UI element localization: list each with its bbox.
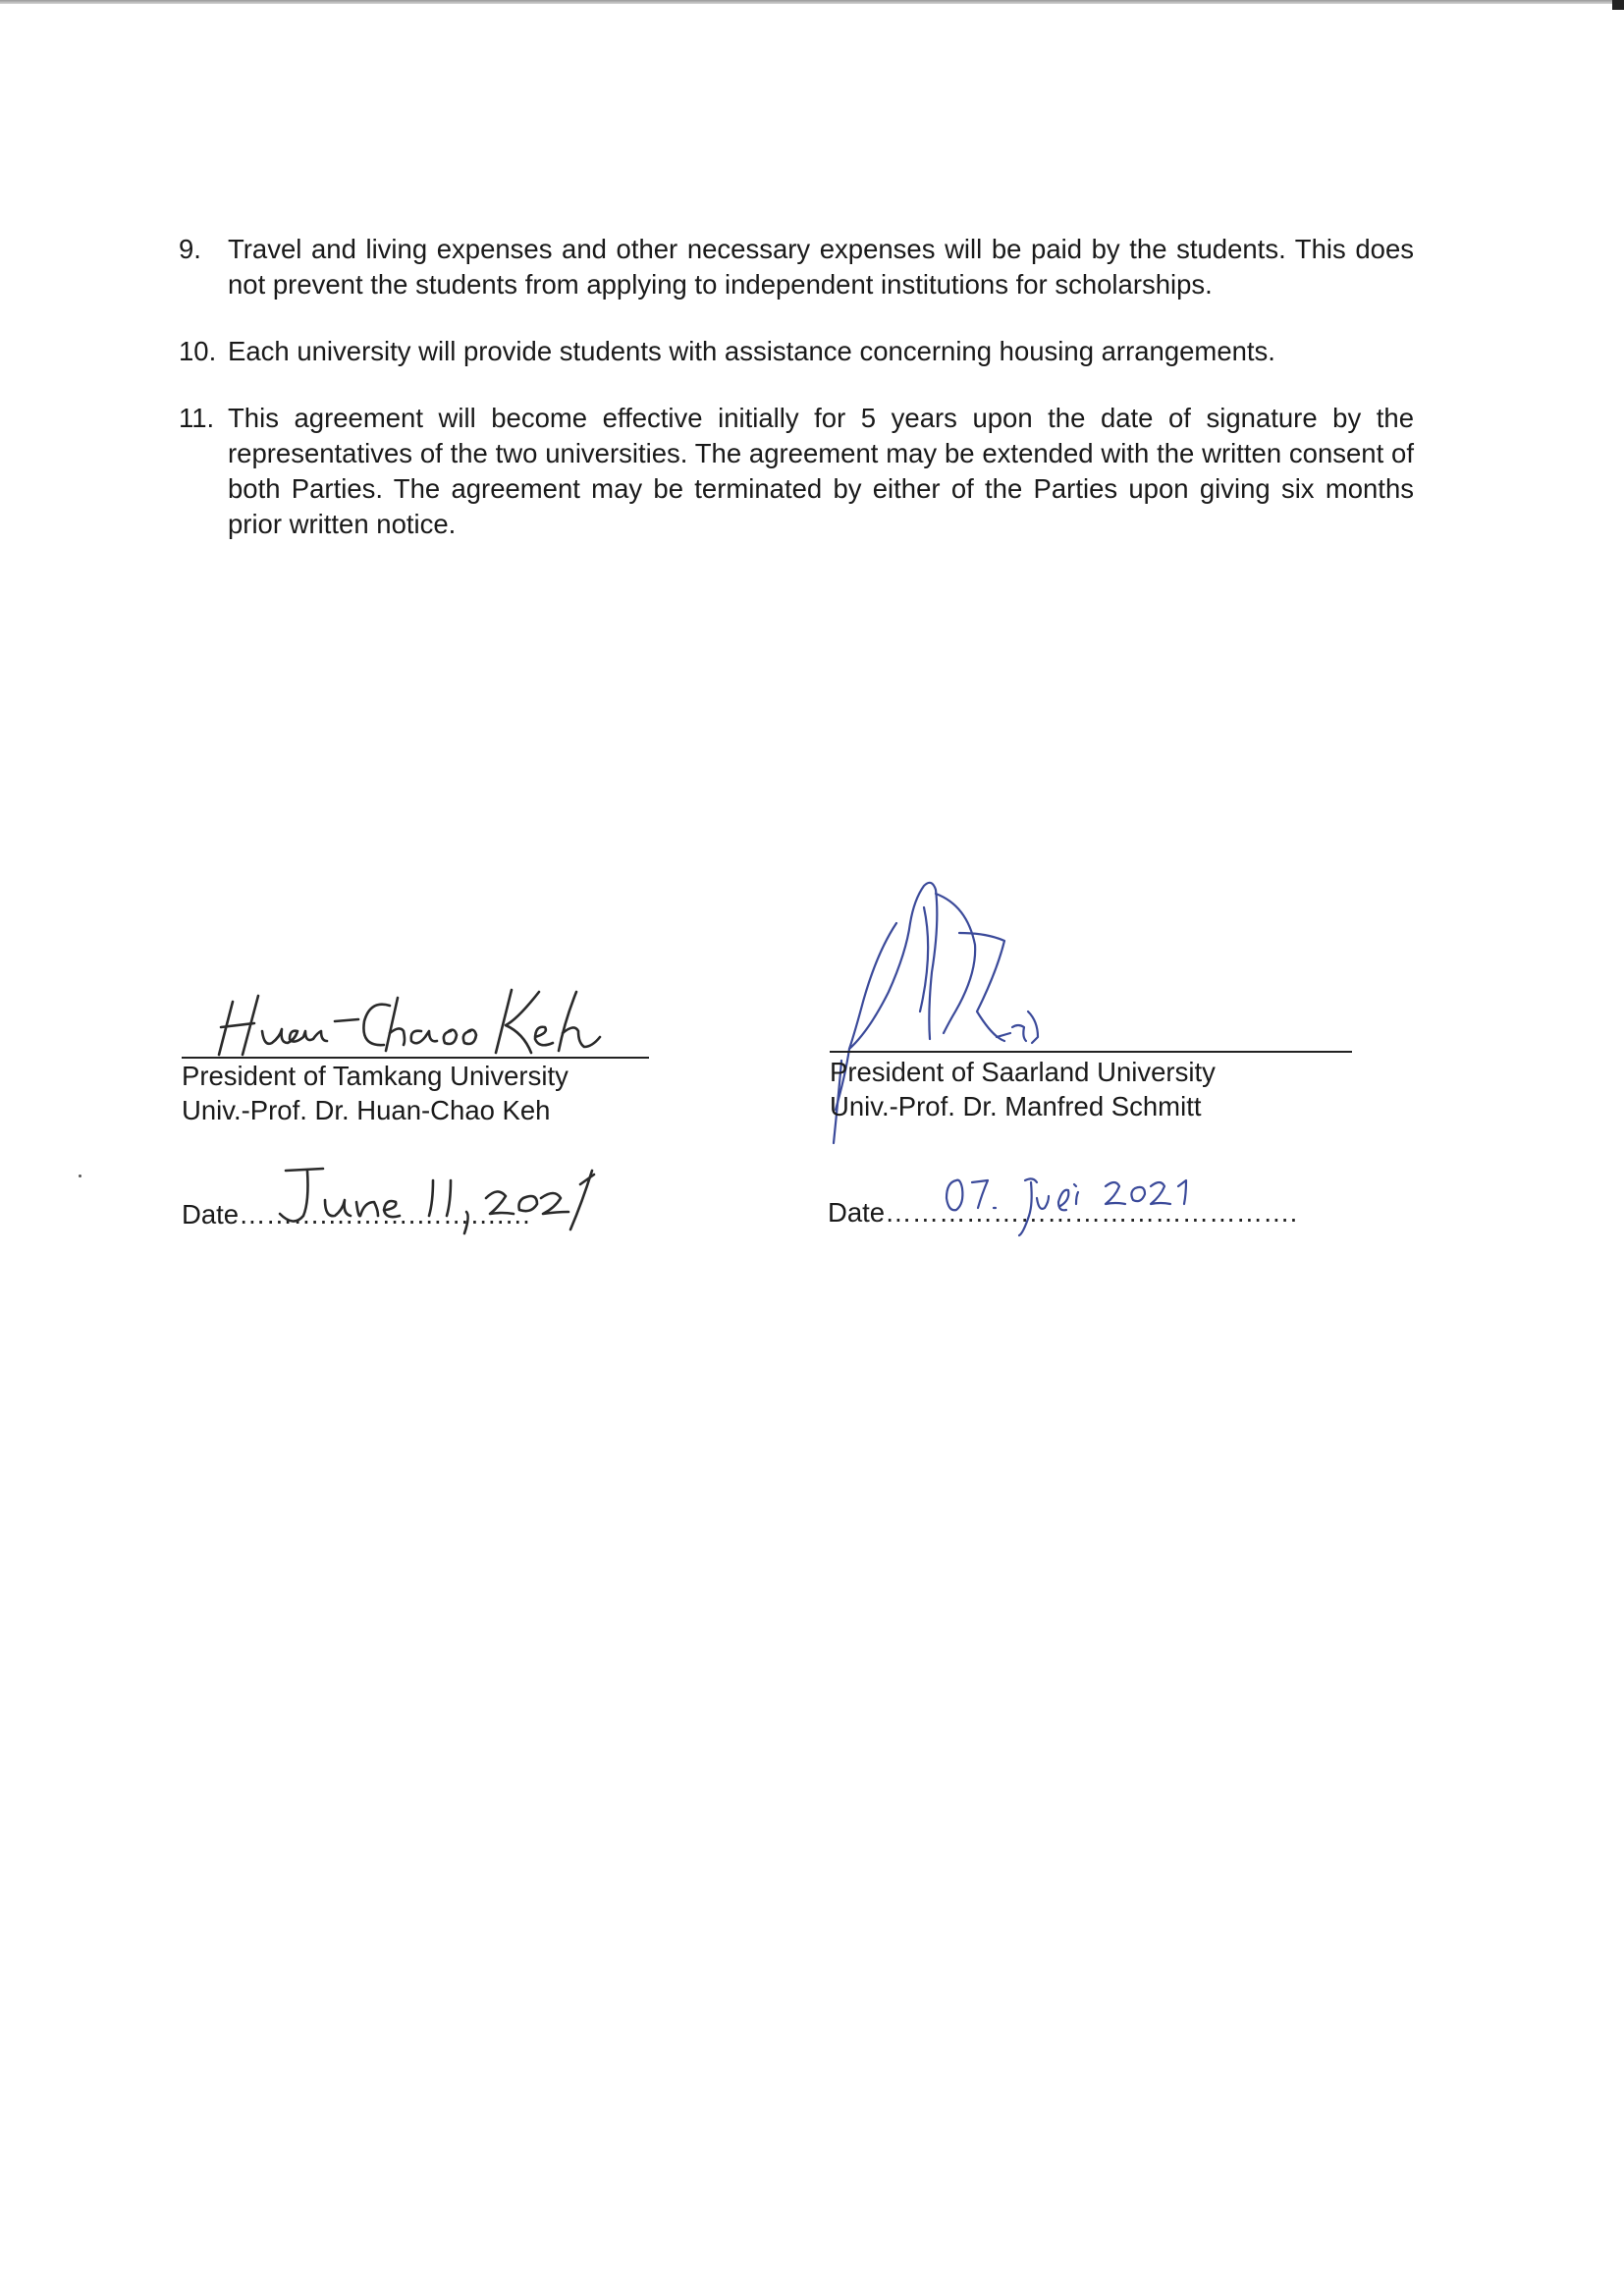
scan-corner-mark: [1612, 0, 1624, 10]
date-label: Date: [828, 1197, 886, 1228]
clause-text: This agreement will become effective initially for 5 years upon the date of signature by the representatives of the two universities. The agreement may be extended with the written consent of both Parties. The agreement may be terminated by either of the Parties upon giving six months prior written notice.: [228, 403, 1414, 539]
clause-number: 11.: [179, 403, 215, 433]
scan-speck: [79, 1175, 81, 1177]
clause-number: 9.: [179, 234, 201, 264]
clause-text: Travel and living expenses and other necessary expenses will be paid by the students. This does not prevent the students from applying to independent institutions for scholarships.: [228, 234, 1414, 300]
signature-line: [830, 1051, 1352, 1053]
signatory-details: [182, 1059, 568, 1127]
clause-10: [179, 334, 1414, 369]
signatory-details: [830, 1055, 1216, 1123]
agreement-clauses: [179, 232, 1414, 574]
handwritten-date-right: [943, 1161, 1218, 1239]
date-dots: …: [239, 1199, 266, 1230]
signatory-name: Univ.-Prof. Dr. Huan-Chao Keh: [182, 1095, 551, 1125]
date-dots: ……………………………………….: [885, 1197, 1298, 1228]
clause-11: [179, 401, 1414, 542]
signatory-title: President of Saarland University: [830, 1057, 1216, 1087]
handwritten-date-left: [270, 1159, 623, 1237]
signatory-name: Univ.-Prof. Dr. Manfred Schmitt: [830, 1091, 1202, 1121]
clause-text: Each university will provide students with assistance concerning housing arrangements.: [228, 336, 1275, 366]
signatory-title: President of Tamkang University: [182, 1061, 568, 1091]
clause-number: 10.: [179, 336, 217, 366]
date-label: Date: [182, 1199, 240, 1230]
handwritten-signature-keh: [211, 982, 643, 1061]
clause-9: [179, 232, 1414, 302]
page-top-edge: [0, 0, 1624, 4]
date-dots: …….……….……….…: [265, 1199, 532, 1230]
